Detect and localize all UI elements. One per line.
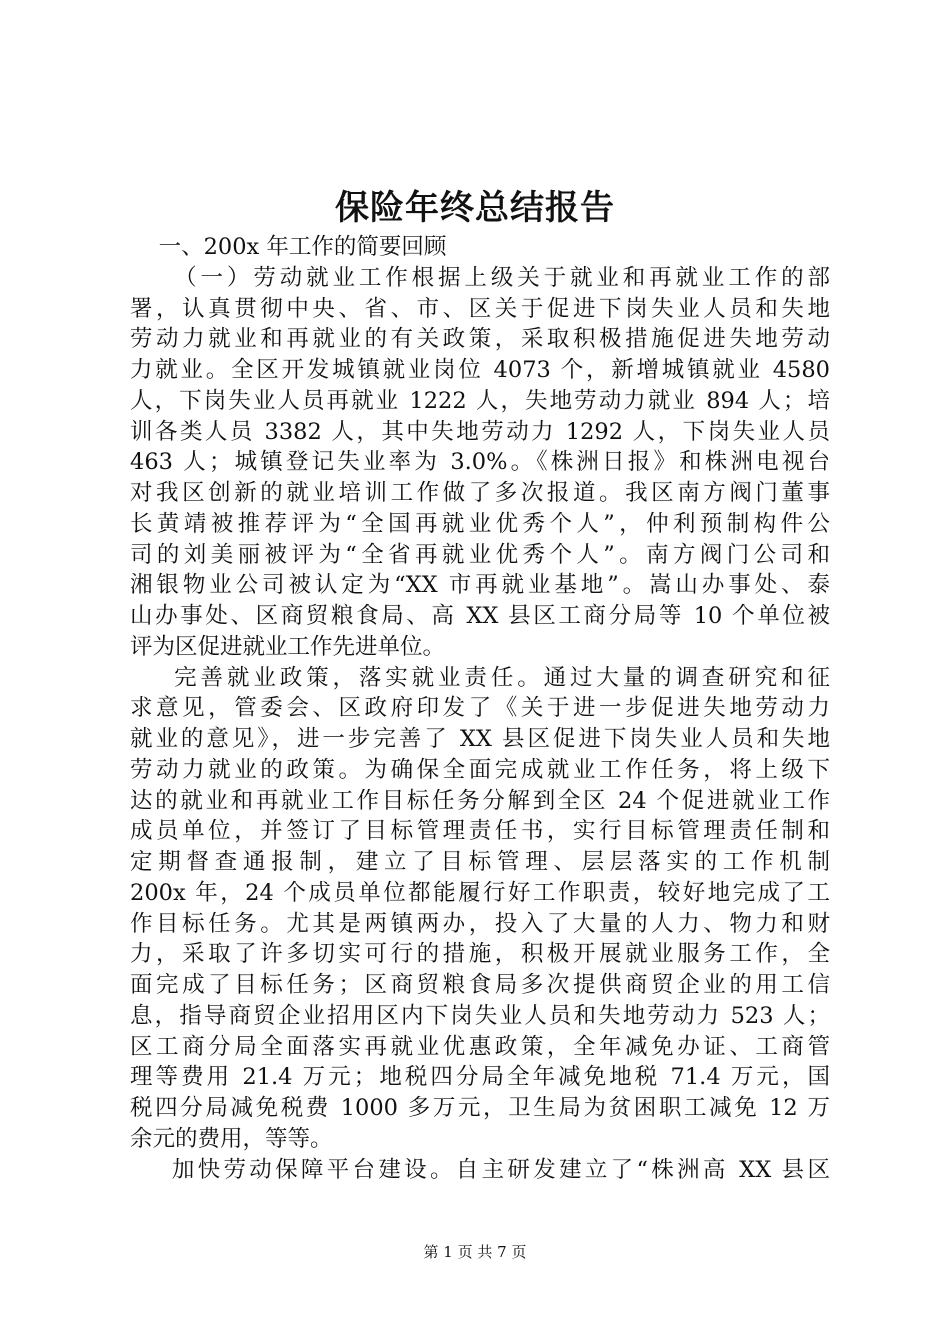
text-line: 力，采取了许多切实可行的措施，积极开展就业服务工作，全: [130, 941, 830, 968]
text-line: 作目标任务。尤其是两镇两办，投入了大量的人力、物力和财: [130, 910, 830, 937]
text-line: 达的就业和再就业工作目标任务分解到全区 24 个促进就业工作: [130, 787, 830, 814]
text-line: 长黄靖被推荐评为“全国再就业优秀个人”，仲利预制构件公: [130, 510, 830, 537]
text-line: 山办事处、区商贸粮食局、高 XX 县区工商分局等 10 个单位被: [130, 603, 830, 629]
text-line: 面完成了目标任务；区商贸粮食局多次提供商贸企业的用工信: [130, 972, 830, 998]
text-line: 对我区创新的就业培训工作做了多次报道。我区南方阀门董事: [130, 480, 830, 506]
text-line: 求意见，管委会、区政府印发了《关于进一步促进失地劳动力: [130, 695, 830, 722]
text-line: 训各类人员 3382 人，其中失地劳动力 1292 人，下岗失业人员: [130, 418, 830, 445]
text-line: 息，指导商贸企业招用区内下岗失业人员和失地劳动力 523 人；: [130, 1002, 830, 1029]
text-line: （一）劳动就业工作根据上级关于就业和再就业工作的部: [130, 264, 830, 291]
text-line: 人，下岗失业人员再就业 1222 人，失地劳动力就业 894 人；培: [130, 387, 830, 414]
text-line: 463 人；城镇登记失业率为 3.0%。《株洲日报》和株洲电视台: [130, 449, 830, 476]
text-line: 余元的费用，等等。: [130, 1125, 333, 1152]
text-line: 200x 年，24 个成员单位都能履行好工作职责，较好地完成了工: [130, 879, 830, 906]
page-title: 保险年终总结报告: [335, 188, 615, 228]
text-line: 就业的意见》，进一步完善了 XX 县区促进下岗失业人员和失地: [130, 726, 830, 752]
text-line: 评为区促进就业工作先进单位。: [130, 633, 446, 660]
text-line: 完善就业政策，落实就业责任。通过大量的调查研究和征: [130, 664, 830, 691]
text-line: 定期督查通报制，建立了目标管理、层层落实的工作机制: [130, 849, 830, 875]
text-line: 力就业。全区开发城镇就业岗位 4073 个，新增城镇就业 4580: [130, 357, 830, 383]
text-line: 理等费用 21.4 万元；地税四分局全年减免地税 71.4 万元，国: [130, 1064, 830, 1091]
text-line: 湘银物业公司被认定为“XX 市再就业基地”。嵩山办事处、泰: [130, 572, 830, 599]
text-line: 署，认真贯彻中央、省、市、区关于促进下岗失业人员和失地: [130, 295, 830, 322]
text-line: 一、200x 年工作的简要回顾: [130, 234, 447, 260]
text-line: 成员单位，并签订了目标管理责任书，实行目标管理责任制和: [130, 818, 830, 845]
page-number: 第 1 页 共 7 页: [423, 1243, 527, 1261]
text-line: 劳动力就业的政策。为确保全面完成就业工作任务，将上级下: [130, 756, 830, 783]
text-line: 税四分局减免税费 1000 多万元，卫生局为贫困职工减免 12 万: [130, 1095, 830, 1121]
text-line: 区工商分局全面落实再就业优惠政策，全年减免办证、工商管: [130, 1033, 830, 1060]
text-line: 劳动力就业和再就业的有关政策，采取积极措施促进失地劳动: [130, 326, 830, 353]
body-text: [130, 232, 830, 1185]
text-line: 加快劳动保障平台建设。自主研发建立了“株洲高 XX 县区: [130, 1156, 830, 1183]
text-line: 司的刘美丽被评为“全省再就业优秀个人”。南方阀门公司和: [130, 541, 830, 568]
